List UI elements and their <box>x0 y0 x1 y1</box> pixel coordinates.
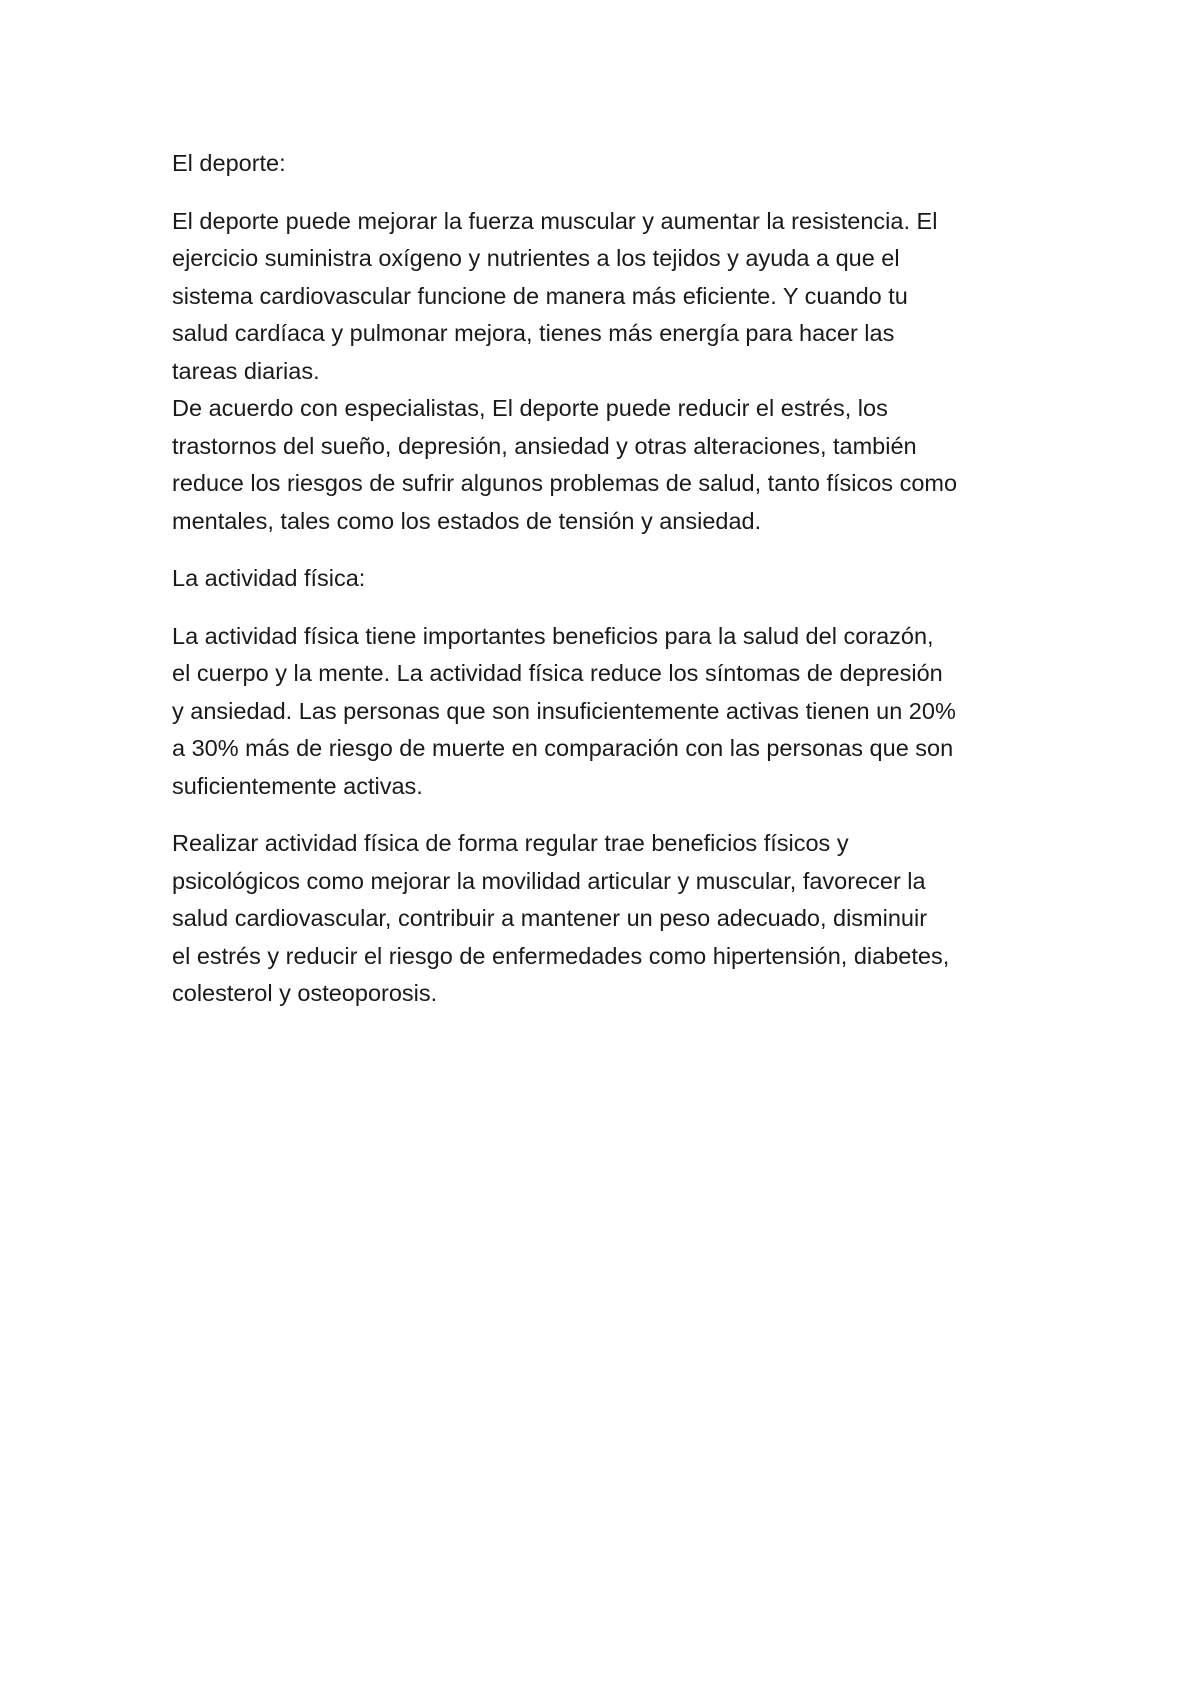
paragraph-line: La actividad física tiene importantes beneficios para la salud del corazón, <box>172 622 934 649</box>
document-body <box>172 145 1052 1013</box>
paragraph-deporte <box>172 203 1052 541</box>
paragraph-spacer <box>172 183 1052 203</box>
paragraph-line: ejercicio suministra oxígeno y nutrientes a los tejidos y ayuda a que el <box>172 245 900 271</box>
paragraph-line: trastornos del sueño, depresión, ansiedad y otras alteraciones, también <box>172 432 917 459</box>
heading-el-deporte: El deporte: <box>172 150 286 176</box>
heading-actividad-fisica: La actividad física: <box>172 565 366 591</box>
paragraph-line: salud cardíaca y pulmonar mejora, tienes más energía para hacer las <box>172 320 895 346</box>
paragraph-line: De acuerdo con especialistas, El deporte puede reducir el estrés, los <box>172 395 888 421</box>
paragraph-line: suficientemente activas. <box>172 772 423 799</box>
paragraph-realizar <box>172 825 1052 1013</box>
paragraph-line: el estrés y reducir el riesgo de enfermedades como hipertensión, diabetes, <box>172 942 950 969</box>
paragraph-line: mentales, tales como los estados de tensión y ansiedad. <box>172 507 762 534</box>
paragraph-actividad <box>172 618 1052 806</box>
paragraph-line: Realizar actividad física de forma regular trae beneficios físicos y <box>172 830 849 856</box>
paragraph-line: El deporte puede mejorar la fuerza muscular y aumentar la resistencia. El <box>172 207 938 234</box>
paragraph-spacer <box>172 598 1052 618</box>
paragraph-line: salud cardiovascular, contribuir a mantener un peso adecuado, disminuir <box>172 905 928 931</box>
paragraph-line: y ansiedad. Las personas que son insuficientemente activas tienen un 20% <box>172 697 956 724</box>
paragraph-line: colesterol y osteoporosis. <box>172 980 438 1006</box>
paragraph-line: reduce los riesgos de sufrir algunos problemas de salud, tanto físicos como <box>172 470 958 496</box>
paragraph-line: a 30% más de riesgo de muerte en comparación con las personas que son <box>172 735 954 761</box>
paragraph-spacer <box>172 805 1052 825</box>
paragraph-line: tareas diarias. <box>172 357 320 384</box>
paragraph-line: psicológicos como mejorar la movilidad articular y muscular, favorecer la <box>172 867 926 894</box>
paragraph-line: el cuerpo y la mente. La actividad física reduce los síntomas de depresión <box>172 660 943 686</box>
paragraph-line: sistema cardiovascular funcione de manera más eficiente. Y cuando tu <box>172 282 908 309</box>
paragraph-spacer <box>172 540 1052 560</box>
